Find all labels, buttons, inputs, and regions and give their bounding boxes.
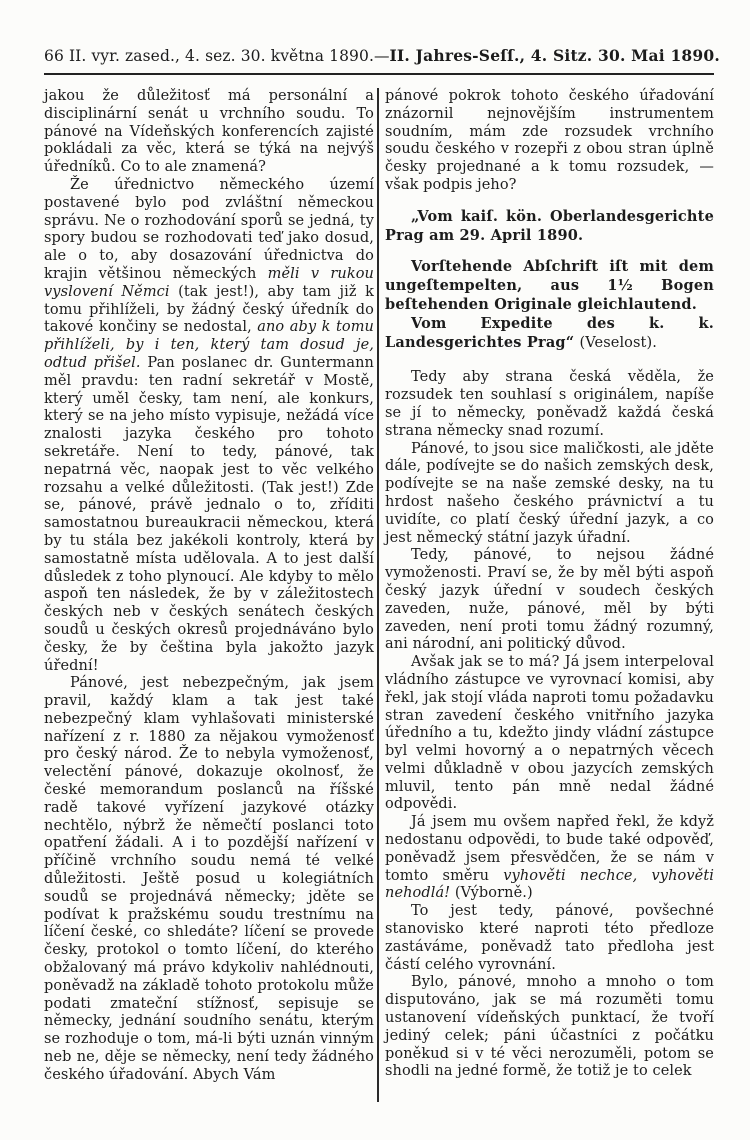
paragraph	[385, 654, 714, 814]
paragraph	[385, 441, 714, 548]
text-run: Pan poslanec dr. Guntermann měl pravdu: ten radní sekretář v Mostě, který uměl česky, tam není, ale konkurs, který se na jeho místo vypisuje, nežádá více znalosti jazyka českého pro tohoto sekretáře. Není to tedy, pánové, tak nepatrná věc, naopak jest to věc velkého rozsahu a velké důležitosti. (Tak jest!) Zde se, pánové, právě jednalo o to, zříditi samostatnou bureaukracii německou, která by tu stála bez jakékoli kontroly, která by samostatně místa udělovala. A to jest další důsledek z toho plynoucí. Ale kdyby to mělo aspoň ten následek, že by v záležitostech českých neb v českých senátech českých soudů u českých okresů projednáváno bylo česky, že by čeština byla jakožto jazyk úřední!	[44, 354, 374, 674]
fraktur-text-run: Vorſtehende Abſchrift iſt mit dem ungeſtempelten, aus 1½ Bogen beſtehenden Originale gleichlautend.	[385, 258, 714, 313]
text-run: (tak jest!), aby tam již k tomu přihlíželi, by žádný český úředník do takové končiny se nedostal,	[44, 283, 374, 336]
right-text-column	[385, 88, 714, 1102]
fraktur-text-run: „Vom kaiſ. kön. Oberlandesgerichte Prag am 29. April 1890.	[385, 207, 714, 244]
left-text-column	[44, 88, 374, 1102]
header-rule	[44, 73, 714, 75]
paragraph	[385, 974, 714, 1081]
text-run: Že úřednictvo německého území postavené bylo pod zvláštní německou správu. Ne o rozhodování sporů se jedná, ty spory budou se rozhodovati teď jako dosud, ale o to, aby dosazování úřednictva do krajin většinou německých	[44, 176, 374, 282]
paragraph	[385, 258, 714, 314]
text-run: Pánové, jest nebezpečným, jak jsem pravil, každý klam a tak jest také nebezpečný klam vyhlašovati ministerské nařízení z r. 1880 za nějakou vymoženosť pro český národ. Že to nebyla vymoženosť, velectění pánové, dokazuje okolnosť, že české memorandum poslanců na říšské radě takové vyřízení jazykové otázky nechtělo, nýbrž že němečtí poslanci toto opatření žádali. A i to pozdější nařízení v příčině vrchního soudu nemá té velké důležitosti. Ještě posud u kolegiátních soudů se projednává německy; jděte se podívat k pražskému soudu trestnímu na líčení české, co shledáte? líčení se provede česky, protokol o tomto líčení, do kterého obžalovaný má právo kdykoliv nahlédnouti, poněvadž na základě tohoto protokolu může podati zmateční stížnosť, sepisuje se německy, jednání soudního senátu, kterým se rozhoduje o tom, má-li býti uznán vinným neb ne, děje se německy, není tedy žádného českého úřadování. Abych Vám	[44, 675, 374, 1083]
header-german-session-title: II. Jahres-Seſſ., 4. Sitz. 30. Mai 1890.	[389, 46, 720, 65]
text-run: jakou že důležitosť má personální a disciplinární senát u vrchního soudu. To pánové na Vídeňských konferencích zajisté pokládali za věc, která se týká na nejvýš úředníků. Co to ale znamená?	[44, 88, 374, 176]
page-header	[44, 46, 720, 65]
header-czech-session-title: 66 II. vyr. zased., 4. sez. 30. května 1890.	[44, 47, 374, 65]
paragraph	[385, 814, 714, 903]
paragraph	[44, 88, 374, 177]
text-run: Já jsem mu ovšem napřed řekl, že když nedostanu odpovědi, to bude také odpověď, poněvadž jsem přesvědčen, že se nám v tomto směru	[385, 814, 714, 884]
paragraph	[385, 88, 714, 195]
text-run: vyhověti nechce, vyhověti nehodlá!	[385, 867, 714, 902]
paragraph	[385, 369, 714, 440]
text-run: měli v rukou vyslovení Němci	[44, 265, 374, 300]
text-run: Tedy aby strana česká věděla, že rozsudek ten souhlasí s originálem, napíše se jí to německy, poněvadž každá česká strana německy snad rozumí.	[385, 369, 714, 439]
column-divider-rule	[377, 88, 379, 1102]
text-run: Bylo, pánové, mnoho a mnoho o tom disputováno, jak se má rozuměti tomu ustanovení vídeňských punktací, že tvoří jediný celek; páni účastníci z počátku poněkud si v té věci nerozuměli, potom se shodli na jedné formě, že totiž je to celek	[385, 974, 714, 1080]
text-run: (Veselost).	[579, 334, 657, 351]
text-run: Avšak jak se to má? Já jsem interpeloval vládního zástupce ve vyrovnací komisi, aby řekl, jak stojí vláda naproti tomu požadavku stran zavedení českého vnitřního jazyka úředního a tu, kdežto jindy vládní zástupce byl velmi hovorný a o nepatrných věcech velmi důkladně v obou jazycích zemských mluvil, tento pán mně nedal žádné odpovědi.	[385, 654, 714, 813]
paragraph	[385, 903, 714, 974]
paragraph	[385, 315, 714, 353]
fraktur-text-run: Vom Expedite des k. k. Landesgerichtes Prag“	[385, 314, 714, 351]
paragraph	[385, 547, 714, 654]
paragraph	[44, 177, 374, 675]
text-run: ano aby k tomu přihlíželi, by i ten, který tam dosud je, odtud přišel.	[44, 319, 374, 371]
text-run: (Výborně.)	[450, 885, 533, 902]
text-run: Pánové, to jsou sice maličkosti, ale jděte dále, podívejte se do našich zemských desk, podívejte se na naše zemské desky, na tu hrdost našeho českého právnictví a tu uvidíte, co platí český úřední jazyk, a co jest německý státní jazyk úřadní.	[385, 440, 714, 546]
two-column-text-area	[44, 88, 714, 1102]
paragraph	[385, 208, 714, 246]
text-run: Tedy, pánové, to nejsou žádné vymoženosti. Praví se, že by měl býti aspoň český jazyk úřední v soudech českých zaveden, nuže, pánové, měl by býti zaveden, není proti tomu žádný rozumný, ani národní, ani politický důvod.	[385, 547, 714, 653]
text-run: To jest tedy, pánové, povšechné stanovisko které naproti této předloze zastáváme, poněvadž tato předloha jest částí celého vyrovnání.	[385, 903, 714, 973]
header-separator-dash: —	[373, 47, 390, 65]
text-run: pánové pokrok tohoto českého úřadování znázornil nejnovějším instrumentem soudním, mám zde rozsudek vrchního soudu českého v rozepři z obou stran úplně česky projednané a k tomu rozsudek, — však podpis jeho?	[385, 88, 714, 193]
paragraph	[44, 675, 374, 1084]
